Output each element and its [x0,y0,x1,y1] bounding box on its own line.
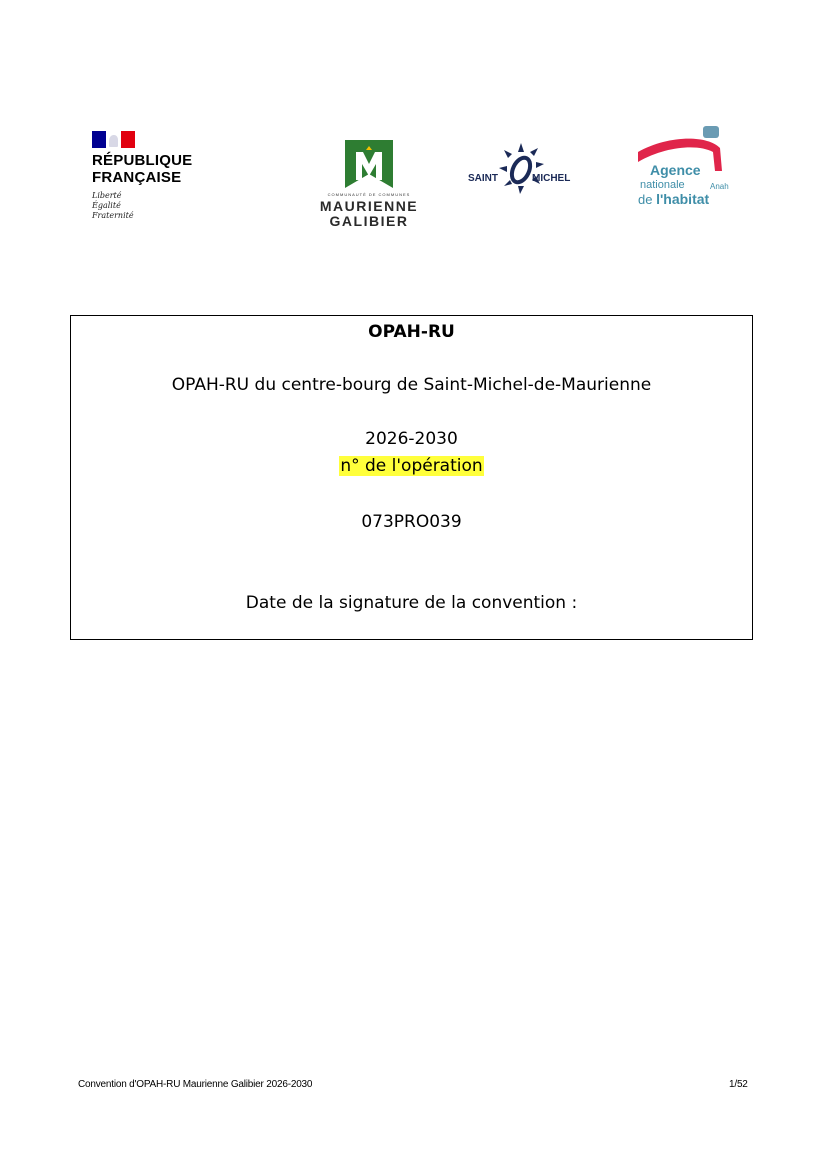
anah-acronym: Anah [710,182,729,191]
signature-date-label: Date de la signature de la convention : [245,593,578,613]
mg-line1: MAURIENNE [319,198,419,214]
mg-line2: GALIBIER [329,213,409,229]
sm-left-text: SAINT [468,173,498,184]
republique-francaise-logo [92,131,212,226]
period: 2026-2030 [365,429,458,449]
sm-right-text: MICHEL [532,173,571,184]
footer-title: Convention d'OPAH-RU Maurienne Galibier 2026-2030 [78,1079,313,1090]
operation-label [71,455,752,477]
anah-line3: de l'habitat [638,191,710,207]
cover-box [70,315,753,640]
anah-line1: Agence [650,162,701,178]
highlighted-operation-label: n° de l'opération [340,456,483,476]
rf-motto: Liberté Égalité Fraternité [92,191,134,220]
sun-icon [498,140,548,195]
operation-number: 073PRO039 [361,512,462,532]
mg-subtitle: COMMUNAUTÉ DE COMMUNES [327,192,411,197]
marianne-flag-icon [92,131,135,148]
mountain-m-icon [345,140,393,188]
rf-line1: RÉPUBLIQUE [92,152,193,169]
anah-line2: nationale [640,179,685,191]
document-subtitle: OPAH-RU du centre-bourg de Saint-Michel-de-Maurienne [171,375,652,395]
maurienne-galibier-logo [310,140,428,230]
page-number: 1/52 [729,1079,748,1090]
rf-line2: FRANÇAISE [92,169,182,186]
anah-logo [636,126,736,216]
saint-michel-logo [468,140,578,200]
document-title: OPAH-RU [368,322,455,342]
